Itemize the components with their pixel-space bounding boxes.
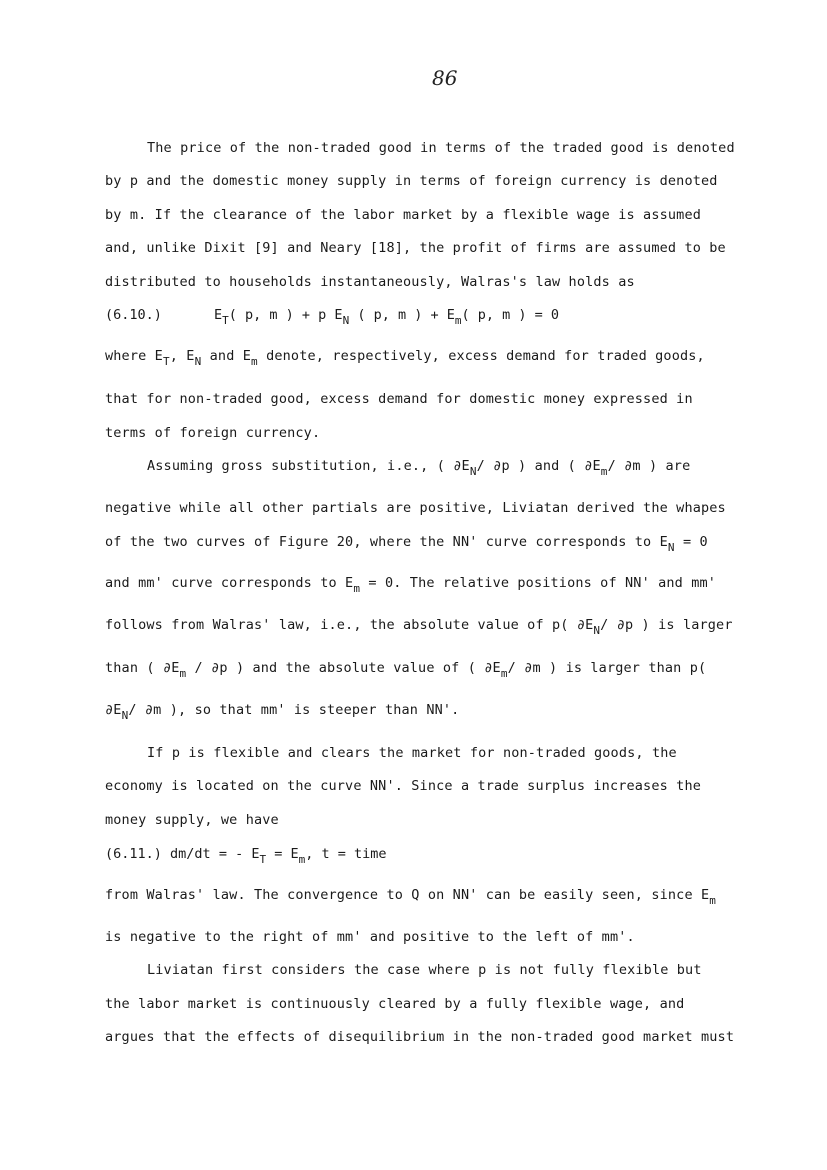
text-line: and, unlike Dixit [9] and Neary [18], the profit of firms are assumed to be (105, 240, 726, 256)
text-line: by p and the domestic money supply in terms of foreign currency is denoted (105, 173, 718, 189)
page-number: 86 (432, 66, 458, 90)
equation-6-10: $E_T$( p, m ) + p $E_N$ ( p, m ) + $E_m$( p, m ) = 0 (214, 307, 560, 327)
text-line: Assuming gross substitution, i.e., ( $\partial E_N/$ ∂p ) and ( $\partial E_m/$ ∂m ) are (147, 458, 691, 478)
text-line: distributed to households instantaneously, Walras's law holds as (105, 274, 635, 290)
text-line: that for non-traded good, excess demand for domestic money expressed in (105, 391, 693, 407)
text-line: argues that the effects of disequilibrium in the non-traded good market must (105, 1029, 735, 1045)
text-line: the labor market is continuously cleared by a fully flexible wage, and (105, 996, 685, 1012)
text-line: negative while all other partials are positive, Liviatan derived the whapes (105, 500, 726, 516)
text-line: is negative to the right of mm' and positive to the left of mm'. (105, 929, 635, 945)
text-line: money supply, we have (105, 812, 279, 828)
text-line: $\partial E_N/$ ∂m ), so that mm' is steeper than NN'. (105, 702, 460, 722)
text-line: by m. If the clearance of the labor market by a flexible wage is assumed (105, 207, 701, 223)
text-line: Liviatan first considers the case where p is not fully flexible but (147, 962, 702, 978)
text-line: terms of foreign currency. (105, 425, 321, 441)
text-line: where $E_T$, $E_N$ and $E_m$ denote, respectively, excess demand for traded goods, (105, 348, 705, 368)
equation-6-11: (6.11.) dm/dt = - $E_T = E_m$, t = time (105, 846, 387, 866)
text-line: The price of the non-traded good in terms of the traded good is denoted (147, 140, 735, 156)
equation-label: (6.10.) (105, 307, 162, 323)
text-line: than ( $\partial E_m / \partial p$ ) and the absolute value of ( $\partial E_m/$ ∂m ) is larger than p( (105, 660, 707, 680)
text-line: from Walras' law. The convergence to Q on NN' can be easily seen, since $E_m$ (105, 887, 717, 907)
text-line: of the two curves of Figure 20, where the NN' curve corresponds to $E_N = 0$ (105, 534, 708, 554)
text-line: economy is located on the curve NN'. Since a trade surplus increases the (105, 778, 701, 794)
text-line: follows from Walras' law, i.e., the absolute value of p( $\partial E_N/$ ∂p ) is larger (105, 617, 733, 637)
text-line: and mm' curve corresponds to $E_m = 0$. The relative positions of NN' and mm' (105, 575, 717, 595)
text-line: If p is flexible and clears the market for non-traded goods, the (147, 745, 677, 761)
